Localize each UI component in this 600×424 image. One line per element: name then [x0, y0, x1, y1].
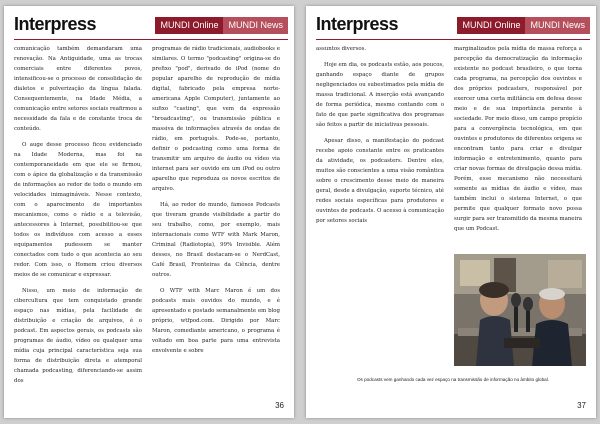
page-header	[316, 16, 590, 38]
section-tabs	[155, 17, 288, 34]
header-divider	[14, 39, 288, 40]
text-column-1	[316, 44, 444, 232]
podcast-studio-photo	[454, 254, 586, 366]
paragraph: O WTF with Marc Maron é um dos podcasts mais ouvidos do mundo, e é apresentado e postado semanalmente em blog próprio, wtfpod.com. Dirigido por Marc Maron, comediante americano, o programa é voltado em boa parte para uma entrevista envolvente e sobre	[152, 288, 280, 354]
right-page	[306, 6, 596, 418]
brand-logo: Interpress	[14, 14, 97, 34]
paragraph: Nisso, um meio de informação de cibercultura que tem conquistado grande espaço nas mídias, pela facilidade de distribuição e criação de arquivos, é o podcast. Em aspectos gerais, os podcasts são programas de áudio, vídeo ou qualquer uma mídia cuja principal característica seja sua forma de distribuição direta e atemporal chamada podcasting, diferenciando-se assim dos	[14, 288, 142, 384]
left-page	[4, 6, 294, 418]
paragraph: marginalizados pela mídia de massa reforça a percepção da democratização da informação existente no podcast brasileiro, o que torna cada programa, na percepção dos ouvintes e dos próprios podcasters, responsável por exercer uma certa militância em defesa desse meio e de sua importância perante à sociedade. Por meio disso, um campo propício para a convergência tecnológica, em que ouvintes e produtores de diferentes origens se encontram tanto para criar e divulgar informação e entretenimento, quanto para criar novas formas de divulgação dessa mídia. Porém, esse mecanismo não necessitará somente as mídias de áudio e vídeo, mas também inclui o sistema Internet, o que permite que qualquer formato novo possa surgir para ser transmitido da mesma maneira que um Podcast.	[454, 46, 583, 232]
tab-mundi-news[interactable]: MUNDI News	[525, 17, 590, 34]
tab-mundi-online[interactable]: MUNDI Online	[155, 17, 223, 34]
paragraph: assuntos diversos.	[316, 46, 367, 52]
text-column-2	[454, 44, 582, 240]
page-number: 37	[577, 401, 586, 410]
page-header	[14, 16, 288, 38]
photo-caption: Os podcasts vem ganhando cada vez espaço na transmissão de informação no âmbito global.	[356, 377, 550, 382]
paragraph: Há, ao redor do mundo, famosos Podcasts que tiveram grande visibilidade a partir do seu trabalho, como, por exemplo, mais internacionais como WTF with Mark Maron, Criminal (Radiotopia), 99% Invisible. Além desses, no Brasil destacam-se o NerdCast, Café Brasil, Fronteiras da Ciência, dentre outros.	[152, 202, 280, 278]
paragraph: Hoje em dia, os podcasts estão, aos poucos, ganhando espaço diante de grupos negligenciados ou subestimados pela mídia de massa tradicional. A inserção está avançando de forma periódica, mesmo contando com o fato de que parte significativa dos programas são feitos a partir de iniciativas pessoais.	[316, 62, 444, 128]
text-column-2	[152, 44, 280, 362]
tab-mundi-news[interactable]: MUNDI News	[223, 17, 288, 34]
text-column-1	[14, 44, 142, 392]
page-number: 36	[275, 401, 284, 410]
paragraph: comunicação também demandaram uma renovação. Na Antiguidade, uma as trocas comerciais entre diferentes povos, intensificou-se o processo de consolidação de dialetos e pulverização da língua falada. Consequentemente, na Idade Média, a comunicação entre setores sociais reafirmou a necessidade da fala e de constante troca de conteúdo.	[14, 46, 142, 132]
paragraph: Apesar disso, a manifestação do podcast recebe apoio constante entre os praticantes da atividade, os podcasters. Dentre eles, muitos são conscientes a uma visão romântica sobre o crescimento desse meio de maneira geral, desde a divulgação, suporte técnico, até redes sociais específicas para produtores e ouvintes de podcasts. O acesso à comunicação por setores sociais	[316, 138, 444, 224]
section-tabs	[457, 17, 590, 34]
header-divider	[316, 39, 590, 40]
brand-logo: Interpress	[316, 14, 399, 34]
tab-mundi-online[interactable]: MUNDI Online	[457, 17, 525, 34]
paragraph: programas de rádio tradicionais, audiobooks e similares. O termo "podcasting" origina-se do prefixo "pod", derivado de iPod (nome do popular aparelho de reprodução de mídia digital, fabricado pela empresa norte-americana Apple Computer), juntamente ao sufixo "casting", que vem da expressão "broadcasting", ou transmissão pública e massiva de informações através de ondas de rádio, em português. Pode-se, portanto, definir o podcasting como uma forma de transmitir um arquivo de áudio ou vídeo via internet para ser ouvido em um iPod ou outro aparelho que reproduza os novos escritos de arquivo.	[152, 46, 280, 192]
paragraph: O auge desse processo ficou evidenciado na Idade Moderna, mas foi na contemporaneidade em que ele se firmou, com o ápice da globalização e da transmissão de informações ao redor de todo o mundo em velocidades inimagináveis. Nesse contexto, com o aparecimento de importantes mecanismos, como o rádio e a televisão, antecessores à Internet, possibilitou-se que todos os indivíduos com acesso a esses equipamentos pudessem se manter conectados com tudo o que acontecia ao seu redor. Com isso, o Homem criou diversos meios de se comunicar e expressar.	[14, 142, 142, 278]
